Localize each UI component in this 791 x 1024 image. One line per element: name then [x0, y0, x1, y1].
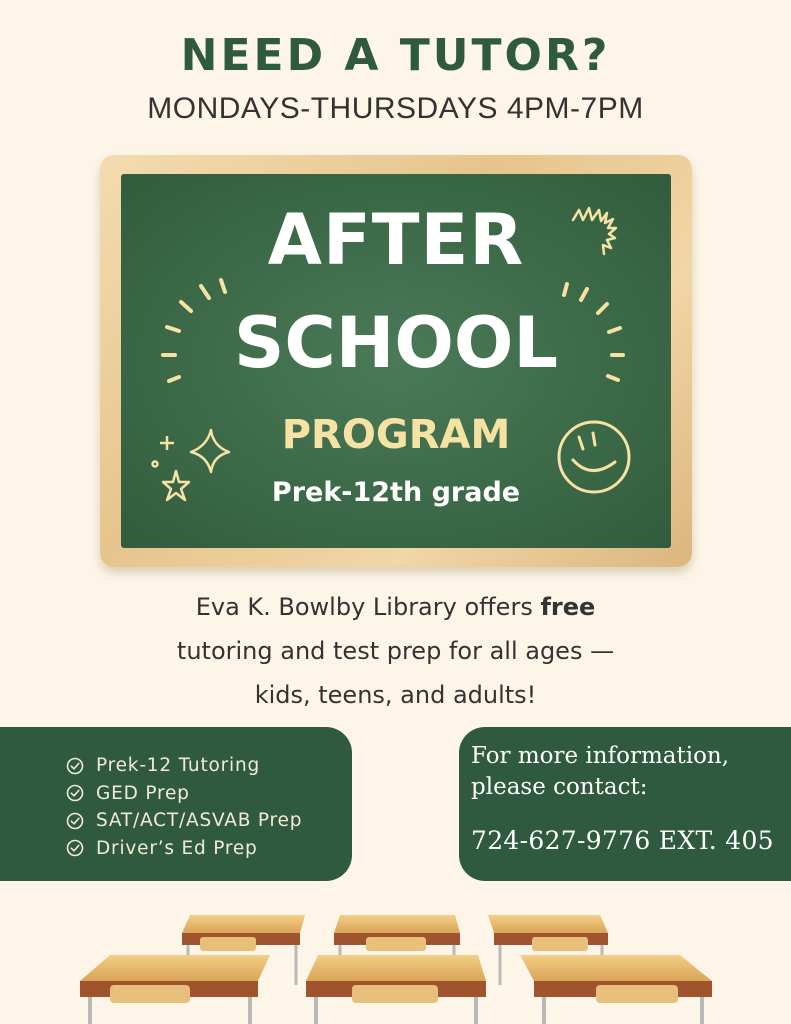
desk-front-right — [520, 955, 712, 1024]
offer-text — [80, 585, 711, 717]
list-item: Driver’s Ed Prep — [66, 835, 302, 863]
chalk-title-after: AFTER — [267, 199, 525, 281]
chalk-title-school: SCHOOL — [234, 302, 558, 384]
chalk-title-program: PROGRAM — [281, 412, 511, 458]
contact-text: For more information, please contact: — [471, 743, 730, 800]
list-item: GED Prep — [66, 780, 302, 808]
list-item: Prek-12 Tutoring — [66, 752, 302, 780]
contact-phone: 724-627-9776 EXT. 405 — [471, 826, 774, 855]
headline: NEED A TUTOR? — [180, 30, 611, 81]
desks-illustration — [0, 905, 791, 1024]
desk-front-center — [306, 955, 486, 1024]
offer-line2: tutoring and test prep for all ages — — [176, 637, 615, 665]
check-circle-icon — [66, 839, 84, 857]
services-list — [66, 752, 302, 862]
check-circle-icon — [66, 784, 84, 802]
offer-line3: kids, teens, and adults! — [254, 681, 537, 709]
list-item: SAT/ACT/ASVAB Prep — [66, 807, 302, 835]
hours-text: MONDAYS-THURSDAYS 4PM-7PM — [147, 92, 644, 125]
chalk-grades: Prek-12th grade — [271, 477, 521, 508]
desk-front-left — [80, 955, 270, 1024]
check-circle-icon — [66, 812, 84, 830]
offer-line1: Eva K. Bowlby Library offers free — [195, 593, 596, 621]
check-circle-icon — [66, 757, 84, 775]
